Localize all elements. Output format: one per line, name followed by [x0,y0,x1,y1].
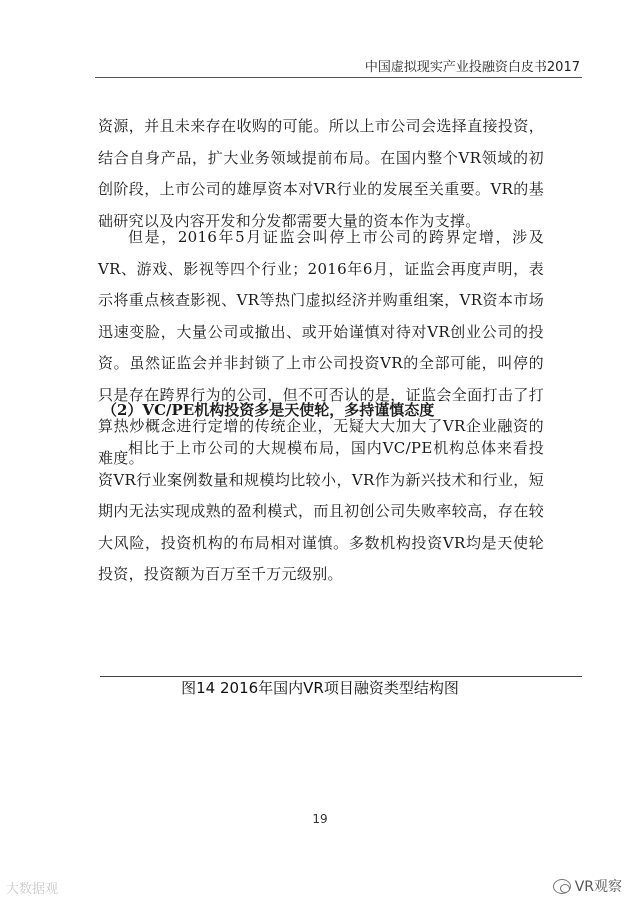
page-number: 19 [312,812,328,826]
body-paragraph-1: 资源，并且未来存在收购的可能。所以上市公司会选择直接投资，结合自身产品，扩大业务领域提前布局。在国内整个VR领域的初创阶段，上市公司的雄厚资本对VR行业的发展至关重要。VR的基础研究以及内容开发和分发都需要大量的资本作为支撑。 [98,117,544,230]
watermark-right [553,876,622,896]
header-divider [95,77,582,78]
wechat-icon [553,879,571,894]
body-paragraph-2: 但是，2016年5月证监会叫停上市公司的跨界定增，涉及VR、游戏、影视等四个行业；2016年6月，证监会再度声明，表示将重点核查影视、VR等热门虚拟经济并购重组案，VR资本市场迅速变脸，大量公司或撤出、或开始谨慎对待对VR创业公司的投资。虽然证监会并非封锁了上市公司投资VR的全部可能，叫停的只是存在跨界行为的公司，但不可否认的是，证监会全面打击了打算热炒概念进行定增的传统企业，无疑大大加大了VR企业融资的难度。 [98,228,544,467]
figure-caption: 图14 2016年国内VR项目融资类型结构图 [181,679,459,697]
watermark-left: 大数据观 [6,882,59,897]
watermark-right-label: VR观察 [574,879,622,895]
header-title: 中国虚拟现实产业投融资白皮书2017 [364,60,580,75]
section-heading: （2）VC/PE机构投资多是天使轮，多持谨慎态度 [102,401,435,419]
section-paragraph: 相比于上市公司的大规模布局，国内VC/PE机构总体来看投资VR行业案例数量和规模均比较小，VR作为新兴技术和行业，短期内无法实现成熟的盈利模式，而且初创公司失败率较高，存在较大风险，投资机构的布局相对谨慎。多数机构投资VR均是天使轮投资，投资额为百万至千万元级别。 [98,439,544,583]
